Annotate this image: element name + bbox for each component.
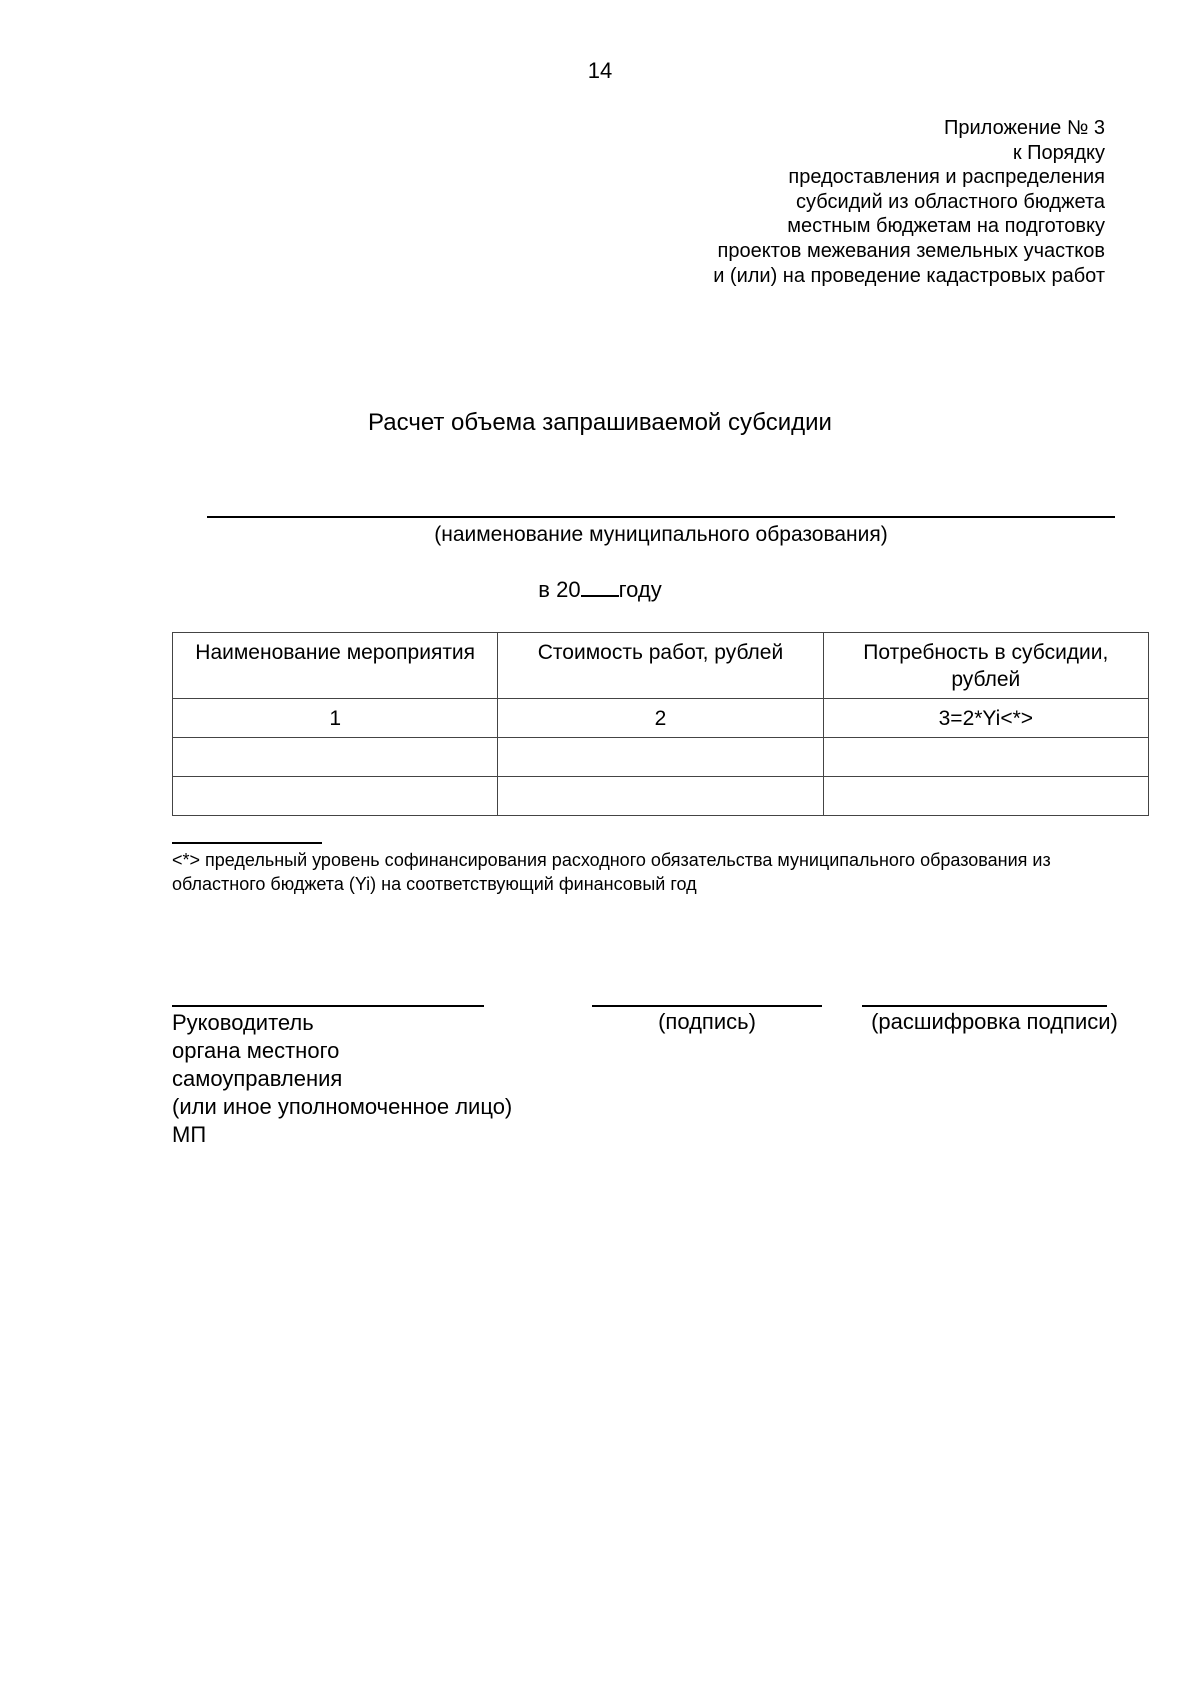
table-cell bbox=[498, 777, 823, 816]
table-cell bbox=[173, 738, 498, 777]
footnote-separator bbox=[172, 842, 322, 844]
head-signature-line bbox=[172, 1005, 484, 1007]
appendix-line: и (или) на проведение кадастровых работ bbox=[713, 264, 1105, 287]
name-decoding-line bbox=[862, 1005, 1107, 1007]
signature-caption: (подпись) bbox=[658, 1009, 756, 1034]
page-number: 14 bbox=[587, 58, 613, 83]
header-work-cost: Стоимость работ, рублей bbox=[498, 633, 823, 699]
signatory-line: (или иное уполномоченное лицо) bbox=[172, 1094, 513, 1119]
seal-mark: МП bbox=[172, 1122, 207, 1147]
table-cell bbox=[498, 738, 823, 777]
year-blank bbox=[581, 577, 619, 597]
footnote: <*> предельный уровень софинансирования расходного обязательства муниципального образования из областного бюджета (Yi) на соответствующий финансовый год bbox=[172, 850, 1051, 894]
year-suffix: году bbox=[618, 577, 662, 602]
table-cell bbox=[823, 738, 1148, 777]
municipality-blank-line bbox=[207, 516, 1115, 518]
signatory-block bbox=[172, 1009, 512, 1149]
table-cell: 1 bbox=[173, 699, 498, 738]
appendix-line: предоставления и распределения bbox=[788, 166, 1105, 189]
subsidy-table bbox=[172, 632, 1149, 816]
table-cell: 3=2*Yi<*> bbox=[823, 699, 1148, 738]
appendix-line: субсидий из областного бюджета bbox=[795, 190, 1105, 213]
municipality-caption: (наименование муниципального образования) bbox=[434, 523, 888, 546]
header-subsidy-need: Потребность в субсидии, рублей bbox=[823, 633, 1148, 699]
table-cell: 2 bbox=[498, 699, 823, 738]
appendix-line: к Порядку bbox=[1012, 141, 1105, 164]
table-row bbox=[173, 738, 1149, 777]
header-event-name: Наименование мероприятия bbox=[173, 633, 498, 699]
signatory-line: Руководитель bbox=[172, 1010, 314, 1035]
table-header-row bbox=[173, 633, 1149, 699]
signature-line bbox=[592, 1005, 822, 1007]
signatory-line: самоуправления bbox=[172, 1066, 343, 1091]
table-cell bbox=[823, 777, 1148, 816]
table-row bbox=[173, 777, 1149, 816]
name-decoding-caption: (расшифровка подписи) bbox=[871, 1009, 1118, 1034]
table-row bbox=[173, 699, 1149, 738]
signatory-line: органа местного bbox=[172, 1038, 340, 1063]
year-line bbox=[0, 577, 1200, 603]
table-cell bbox=[173, 777, 498, 816]
appendix-line: местным бюджетам на подготовку bbox=[787, 215, 1105, 238]
appendix-line: проектов межевания земельных участков bbox=[717, 239, 1105, 262]
appendix-line: Приложение № 3 bbox=[944, 117, 1105, 139]
appendix-header bbox=[713, 116, 1105, 288]
document-title: Расчет объема запрашиваемой субсидии bbox=[368, 409, 832, 436]
year-prefix: в 20 bbox=[538, 577, 581, 602]
